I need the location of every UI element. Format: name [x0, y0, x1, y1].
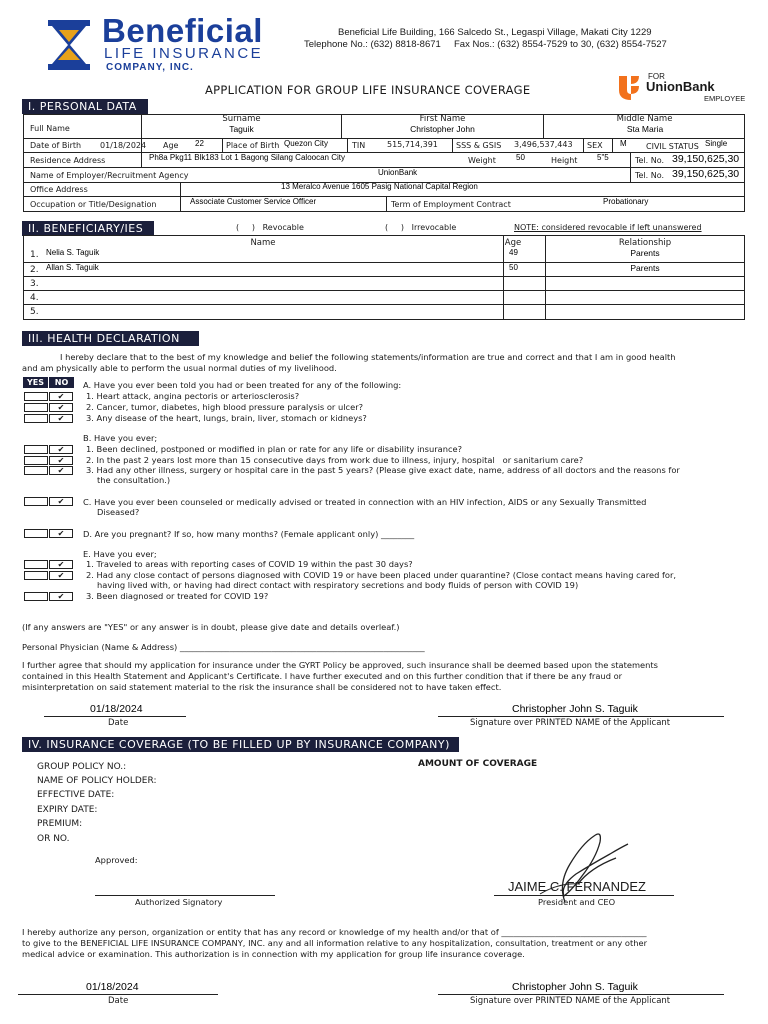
partner-sub: EMPLOYEE [704, 94, 746, 103]
agreement-2: contained in this Health Statement and Applicant's Certificate. I have further executed and on this further condition that if there be any fraud or [22, 671, 623, 681]
question-e2-cont: having lived with, or having had direct contact with respiratory secretions and body fluids of person with COVID 19) [97, 580, 579, 590]
company-contact: Telephone No.: (632) 8818-8671 Fax Nos.: (632) 8554-7529 to 30, (632) 8554-7527 [304, 39, 667, 50]
question-b3: 3. Had any other illness, surgery or hospital care in the past 5 years? (Please give exact date, name, address of all doctors and the reasons for [86, 465, 680, 475]
company-name-line3: COMPANY, INC. [106, 62, 194, 73]
question-b: B. Have you ever; [83, 433, 158, 443]
checkmark-icon: ✔ [57, 403, 65, 412]
question-d: D. Are you pregnant? If so, how many months? (Female applicant only) ________ [83, 529, 415, 539]
residence-label: Residence Address [30, 156, 106, 165]
company-logo [44, 14, 294, 74]
question-a1: 1. Heart attack, angina pectoris or arteriosclerosis? [86, 391, 300, 401]
group-policy-no: GROUP POLICY NO.: [37, 762, 127, 772]
office-value: 13 Meralco Avenue 1605 Pasig National Capital Region [281, 182, 478, 191]
yes-checkbox[interactable] [24, 456, 48, 465]
checkmark-icon: ✔ [57, 592, 65, 601]
full-name-label: Full Name [30, 124, 70, 133]
health-signature-label: Signature over PRINTED NAME of the Applicant [470, 718, 671, 728]
no-header: NO [49, 377, 74, 388]
section-personal-data: I. PERSONAL DATA [22, 99, 148, 114]
health-intro-2: and am physically able to perform the usual normal duties of my livelihood. [22, 363, 337, 373]
no-checkbox[interactable] [49, 403, 73, 412]
col-name: Name [250, 238, 276, 248]
health-intro-1: I hereby declare that to the best of my knowledge and belief the following statements/information are true and correct and that I am in good health [60, 352, 676, 362]
checkmark-icon: ✔ [57, 497, 65, 506]
or-no: OR NO. [37, 834, 70, 844]
pob-label: Place of Birth [226, 141, 280, 150]
question-e1: 1. Traveled to areas with reporting cases of COVID 19 within the past 30 days? [86, 559, 413, 569]
age-value: 22 [195, 139, 204, 148]
question-e2: 2. Had any close contact of persons diagnosed with COVID 19 or have been placed under quarantine? (Close contact means having cared for, [86, 570, 677, 580]
section-insurance-coverage: IV. INSURANCE COVERAGE (TO BE FILLED UP BY INSURANCE COMPANY) [22, 737, 459, 752]
yes-checkbox[interactable] [24, 392, 48, 401]
residence-value: Ph8a Pkg11 Blk183 Lot 1 Bagong Silang Caloocan City [149, 153, 345, 162]
no-checkbox[interactable] [49, 456, 73, 465]
employer-label: Name of Employer/Recruitment Agency [30, 171, 189, 180]
partner-for: FOR [648, 72, 665, 81]
yes-checkbox[interactable] [24, 466, 48, 475]
civil-status-label: CIVIL STATUS [646, 142, 699, 151]
checkmark-icon: ✔ [57, 392, 65, 401]
health-date-label: Date [108, 718, 129, 728]
checkmark-icon: ✔ [57, 560, 65, 569]
authorization-3: medical advice or examination. This authorization is in connection with my application for group life insurance coverage. [22, 949, 525, 959]
question-a2: 2. Cancer, tumor, diabetes, high blood pressure paralysis or ulcer? [86, 402, 364, 412]
height-label: Height [551, 156, 578, 165]
tin-label: TIN [352, 141, 366, 150]
civil-status-value: Single [705, 139, 728, 148]
auth-signature-value: Christopher John S. Taguik [512, 981, 638, 993]
tin-value: 515,714,391 [387, 140, 438, 149]
company-name-line2: LIFE INSURANCE [104, 45, 264, 62]
dob-label: Date of Birth [30, 141, 82, 150]
no-checkbox[interactable] [49, 392, 73, 401]
height-value: 5"5 [597, 153, 609, 162]
checkmark-icon: ✔ [57, 466, 65, 475]
approved-label: Approved: [95, 855, 138, 865]
premium: PREMIUM: [37, 819, 83, 829]
president-name: JAIME C. FERNANDEZ [508, 879, 646, 894]
question-b3-cont: the consultation.) [97, 475, 171, 485]
note-yes-answers: (If any answers are "YES" or any answer is in doubt, please give date and details overleaf.) [22, 622, 400, 632]
sex-value: M [620, 139, 627, 148]
tel-value-1: 39,150,625,30 [672, 153, 740, 165]
president-title: President and CEO [538, 897, 616, 907]
authorization-2: to give to the BENEFICIAL LIFE INSURANCE COMPANY, INC. any and all information relative to any hospitalization, consultation, treatment or any other [22, 938, 648, 948]
checkmark-icon: ✔ [57, 529, 65, 538]
health-date-value: 01/18/2024 [90, 703, 143, 715]
no-checkbox[interactable] [49, 529, 73, 538]
col-relationship: Relationship [618, 238, 672, 248]
checkmark-icon: ✔ [57, 445, 65, 454]
health-signature-value: Christopher John S. Taguik [512, 703, 638, 715]
question-e: E. Have you ever; [83, 549, 157, 559]
tel-value-2: 39,150,625,30 [672, 168, 740, 180]
question-a3: 3. Any disease of the heart, lungs, brain, liver, stomach or kidneys? [86, 413, 367, 423]
pob-value: Quezon City [284, 139, 329, 148]
age-label: Age [163, 141, 179, 150]
checkmark-icon: ✔ [57, 456, 65, 465]
yes-checkbox[interactable] [24, 414, 48, 423]
yes-checkbox[interactable] [24, 592, 48, 601]
effective-date: EFFECTIVE DATE: [37, 790, 115, 800]
hourglass-logo-icon [46, 18, 92, 72]
unionbank-mark-icon [617, 74, 641, 100]
agreement-3: misinterpretation on said statement material to the risk the insurance shall be considered not to have taken effect. [22, 682, 502, 692]
tel-label-2: Tel. No. [635, 171, 665, 180]
weight-value: 50 [516, 153, 525, 162]
partner-name: UnionBank [646, 79, 715, 94]
term-label: Term of Employment Contract [391, 200, 511, 209]
first-name-label: First Name [419, 114, 466, 124]
yes-checkbox[interactable] [24, 497, 48, 506]
occupation-label: Occupation or Title/Designation [30, 200, 157, 209]
term-value: Probationary [603, 197, 649, 206]
first-name-value: Christopher John [410, 124, 475, 134]
question-a: A. Have you ever been told you had or been treated for any of the following: [83, 380, 402, 390]
surname-label: Surname [222, 114, 261, 124]
question-c: C. Have you ever been counseled or medically advised or treated in connection with an HIV infection, AIDS or any Sexually Transmitted [83, 497, 647, 507]
company-name: Beneficial [102, 12, 263, 49]
authorization-1: I hereby authorize any person, organization or entity that has any record or knowledge of my health and/or that of ___________________________________ [22, 927, 647, 937]
yes-checkbox[interactable] [24, 445, 48, 454]
question-c-cont: Diseased? [97, 507, 140, 517]
no-checkbox[interactable] [49, 414, 73, 423]
unionbank-logo [617, 72, 747, 104]
policy-holder: NAME OF POLICY HOLDER: [37, 776, 157, 786]
occupation-value: Associate Customer Service Officer [190, 197, 317, 206]
checkmark-icon: ✔ [57, 571, 65, 580]
yes-checkbox[interactable] [24, 403, 48, 412]
weight-label: Weight [468, 156, 496, 165]
question-b1: 1. Been declined, postponed or modified in plan or rate for any life or disability insurance? [86, 444, 463, 454]
company-address: Beneficial Life Building, 166 Salcedo St., Legaspi Village, Makati City 1229 [338, 27, 652, 38]
employer-value: UnionBank [378, 168, 418, 177]
question-b2: 2. In the past 2 years lost more than 15 consecutive days from work due to illness, injury, hospital or sanitarium care? [86, 455, 584, 465]
no-checkbox[interactable] [49, 571, 73, 580]
checkmark-icon: ✔ [57, 414, 65, 423]
expiry-date: EXPIRY DATE: [37, 805, 98, 815]
amount-of-coverage: AMOUNT OF COVERAGE [418, 759, 538, 769]
irrevocable-option[interactable]: ( ) Irrevocable [385, 223, 457, 232]
surname-value: Taguik [229, 124, 254, 134]
sss-value: 3,496,537,443 [514, 140, 573, 149]
no-checkbox[interactable] [49, 560, 73, 569]
yes-checkbox[interactable] [24, 571, 48, 580]
auth-date-value: 01/18/2024 [86, 981, 139, 993]
revocable-option[interactable]: ( ) Revocable [236, 223, 304, 232]
yes-checkbox[interactable] [24, 560, 48, 569]
section-beneficiary: II. BENEFICIARY/IES [22, 221, 154, 236]
dob-value: 01/18/2024 [100, 141, 147, 150]
agreement-1: I further agree that should my application for insurance under the GYRT Policy be approved, such insurance shall be deemed based upon the statements [22, 660, 658, 670]
beneficiary-note: NOTE: considered revocable if left unanswered [514, 223, 702, 232]
no-checkbox[interactable] [49, 497, 73, 506]
yes-header: YES [23, 377, 48, 388]
auth-date-label: Date [108, 996, 129, 1006]
auth-signature-label: Signature over PRINTED NAME of the Applicant [470, 996, 671, 1006]
sss-label: SSS & GSIS [456, 141, 502, 150]
no-checkbox[interactable] [49, 592, 73, 601]
col-age: Age [504, 238, 522, 248]
no-checkbox[interactable] [49, 445, 73, 454]
tel-label-1: Tel. No. [635, 156, 665, 165]
yes-checkbox[interactable] [24, 529, 48, 538]
question-e3: 3. Been diagnosed or treated for COVID 19? [86, 591, 269, 601]
middle-name-label: Middle Name [616, 114, 673, 124]
middle-name-value: Sta Maria [626, 124, 664, 134]
authorized-signatory: Authorized Signatory [135, 897, 223, 907]
sex-label: SEX [587, 141, 603, 150]
no-checkbox[interactable] [49, 466, 73, 475]
personal-physician[interactable]: Personal Physician (Name & Address) ___________________________________________________________ [22, 642, 425, 652]
section-health-declaration: III. HEALTH DECLARATION [22, 331, 199, 346]
form-title: APPLICATION FOR GROUP LIFE INSURANCE COVERAGE [205, 83, 531, 97]
office-label: Office Address [30, 185, 88, 194]
